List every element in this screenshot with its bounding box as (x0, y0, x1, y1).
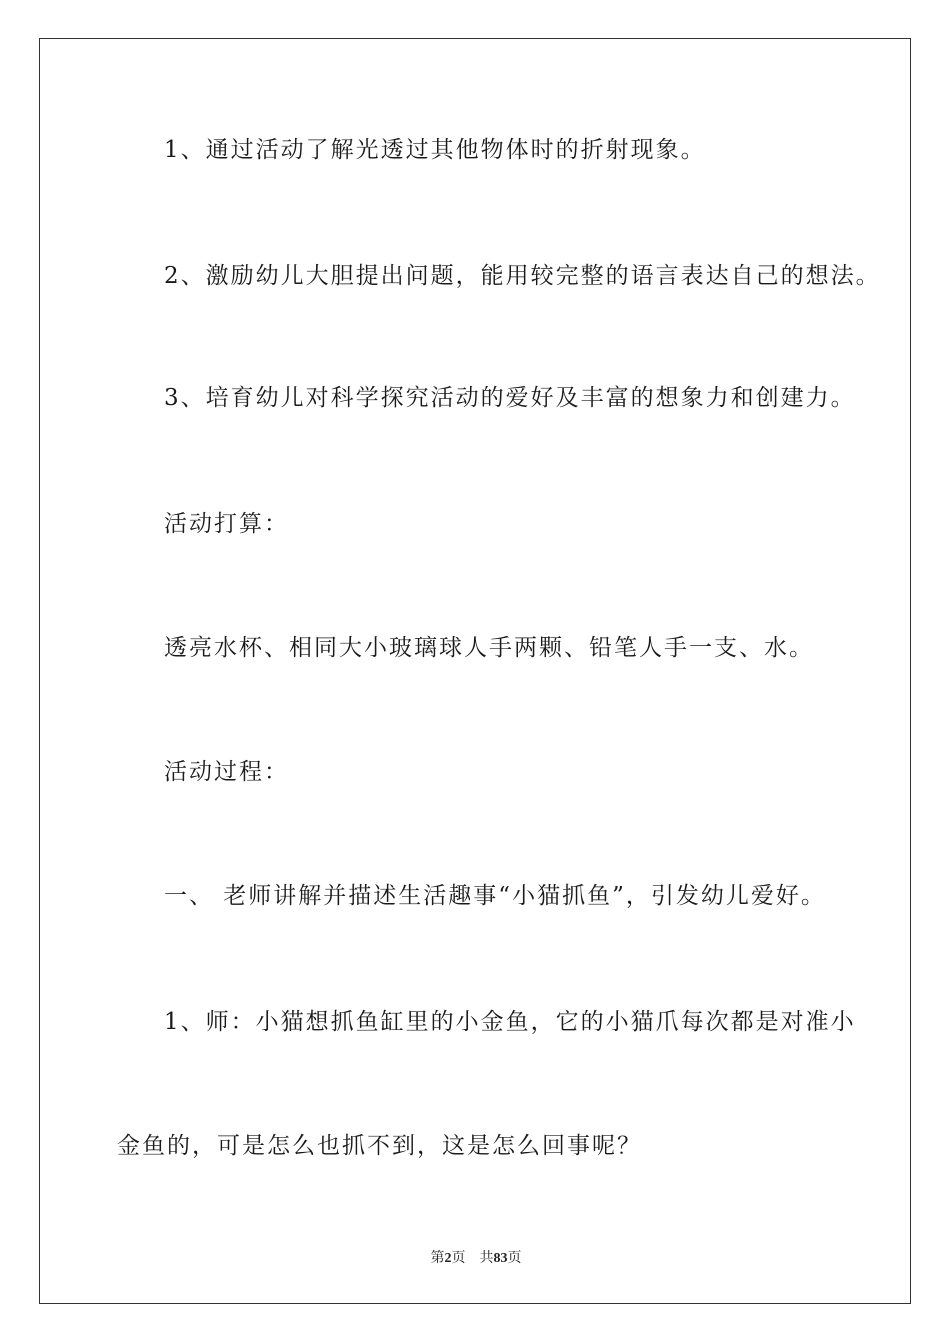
process-paragraph-line-1: 1、师：小猫想抓鱼缸里的小金鱼，它的小猫爪每次都是对准小 (164, 1009, 856, 1035)
objective-1: 1、通过活动了解光透过其他物体时的折射现象。 (164, 137, 706, 163)
page-frame (39, 38, 911, 1304)
section-heading-process: 活动过程： (164, 759, 289, 785)
footer-page-suffix: 页 (451, 1251, 466, 1266)
footer-total-prefix: 共 (479, 1251, 494, 1266)
page-footer (40, 1247, 912, 1267)
footer-total-pages: 83 (493, 1251, 508, 1266)
footer-page-prefix: 第 (430, 1251, 445, 1266)
section-heading-preparation: 活动打算： (164, 511, 289, 537)
process-step-1-heading: 一、 老师讲解并描述生活趣事“小猫抓鱼”，引发幼儿爱好。 (164, 883, 826, 909)
materials-paragraph: 透亮水杯、相同大小玻璃球人手两颗、铅笔人手一支、水。 (164, 635, 814, 661)
objective-3: 3、培育幼儿对科学探究活动的爱好及丰富的想象力和创建力。 (164, 385, 856, 411)
footer-total-suffix: 页 (507, 1251, 522, 1266)
objective-2: 2、激励幼儿大胆提出问题，能用较完整的语言表达自己的想法。 (164, 263, 881, 289)
footer-page-number: 2 (444, 1251, 452, 1266)
process-paragraph-line-2: 金鱼的，可是怎么也抓不到，这是怎么回事呢？ (117, 1133, 642, 1159)
